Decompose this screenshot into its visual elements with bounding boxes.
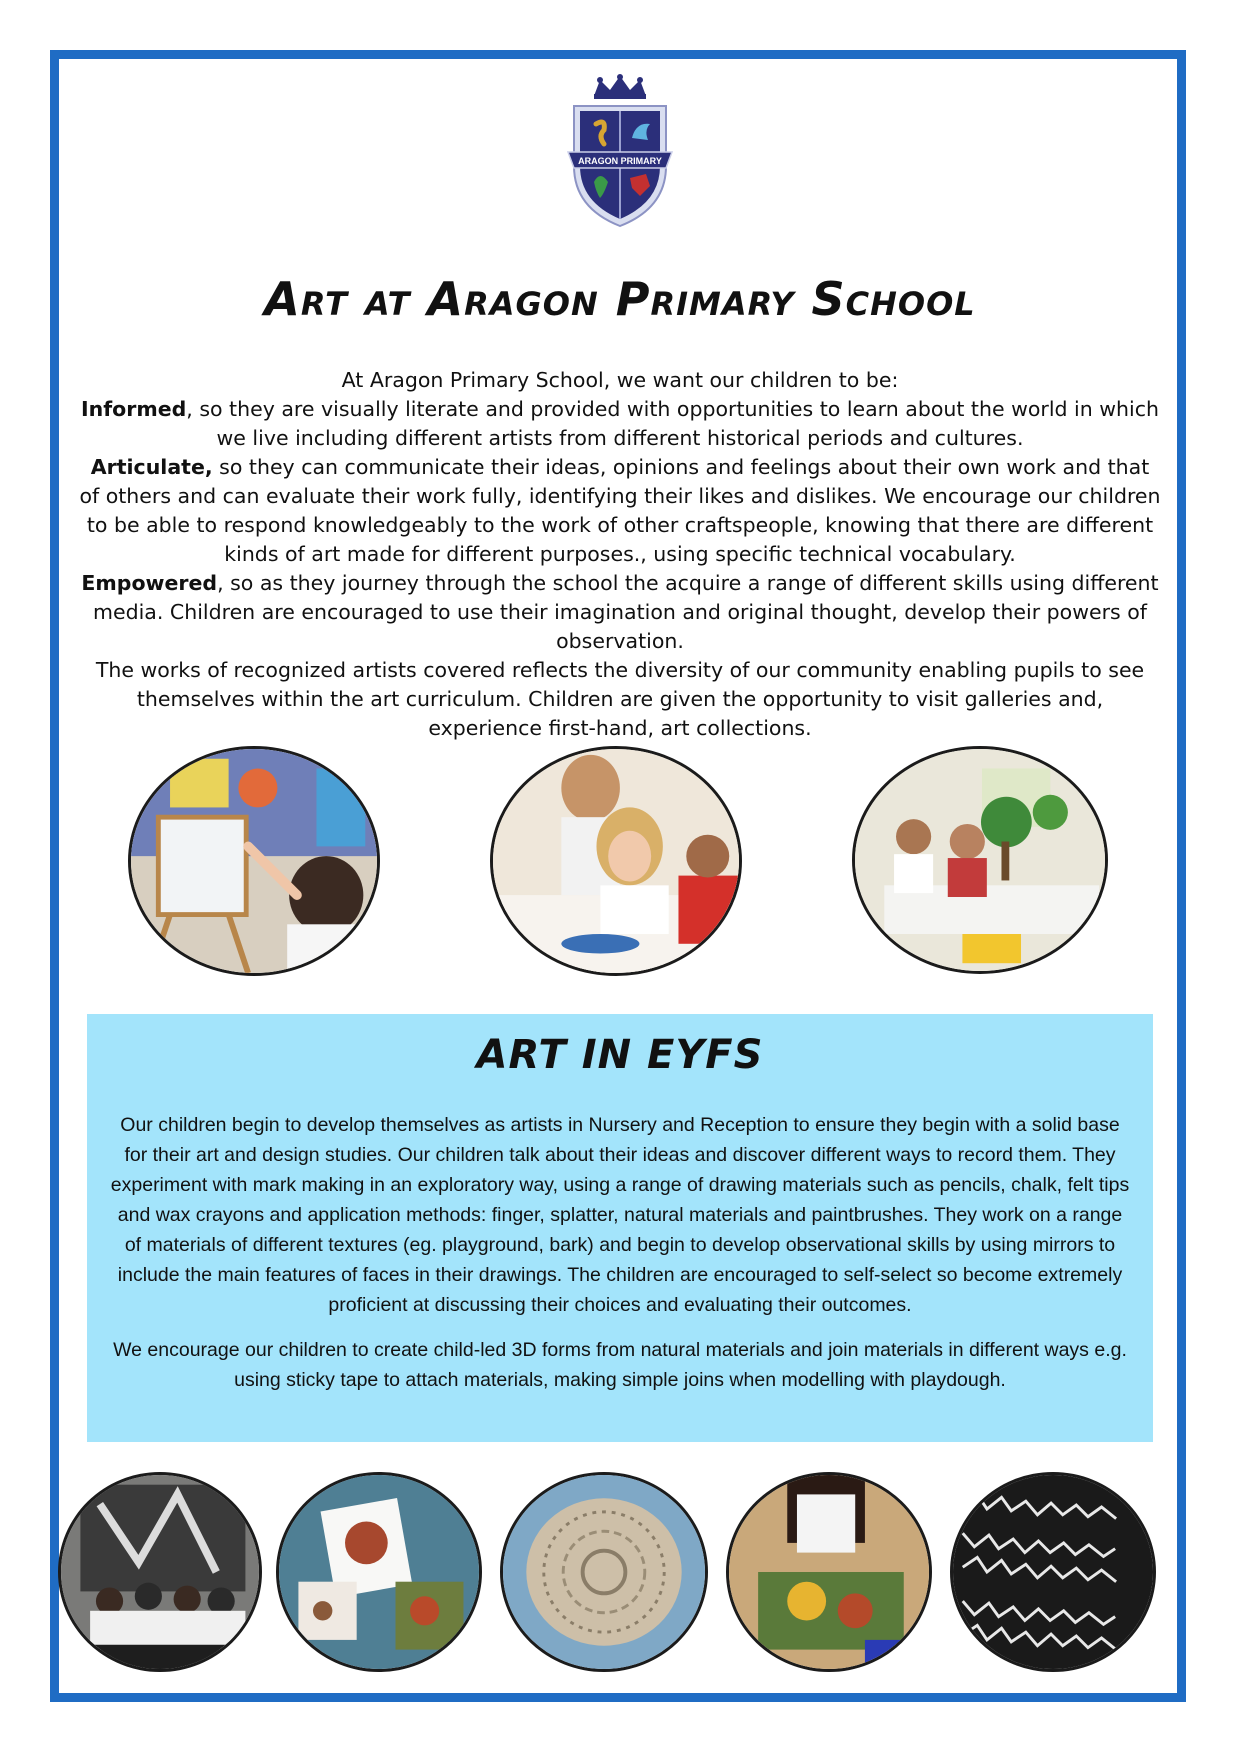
intro-lead: At Aragon Primary School, we want our children to be: [341, 368, 899, 392]
photo-clay-texture [500, 1472, 708, 1672]
intro-point-empowered [78, 569, 1162, 656]
intro-point-informed [78, 395, 1162, 453]
text-articulate: so they can communicate their ideas, opinions and feelings about their own work and that of others and can evaluate their work fully, identifying their likes and dislikes. We encourage our children to be able to respond knowledgeably to the work of other craftspeople, knowing that there are different kinds of art made for different purposes., using specific technical vocabulary. [79, 455, 1161, 566]
crown-icon [594, 74, 646, 99]
intro-closing: The works of recognized artists covered reflects the diversity of our community enabling pupils to see themselves within the art curriculum. Children are given the opportunity to visit galleries and, experience first-hand, art collections. [95, 658, 1145, 740]
school-crest-logo [560, 74, 680, 234]
eyfs-heading: ART IN EYFS [476, 1032, 764, 1078]
page-title: Art at Aragon Primary School [264, 272, 976, 326]
intro-point-articulate [78, 453, 1162, 569]
term-informed: Informed [81, 397, 187, 421]
intro-text [78, 366, 1162, 743]
eyfs-section [87, 1014, 1153, 1442]
eyfs-paragraph-2: We encourage our children to create child-led 3D forms from natural materials and join materials in different ways e.g. using sticky tape to attach materials, making simple joins when modelling with playdough. [113, 1339, 1127, 1391]
term-articulate: Articulate, [90, 455, 213, 479]
text-empowered: , so as they journey through the school the acquire a range of different skills using different media. Children are encouraged to use their imagination and original thought, develop their powers of observation. [93, 571, 1159, 653]
photo-classroom-group [852, 746, 1108, 974]
photo-gallery-visit [58, 1472, 262, 1672]
term-empowered: Empowered [81, 571, 218, 595]
photo-black-white-artwork [950, 1472, 1156, 1672]
photo-nature-collage [276, 1472, 482, 1672]
photo-pupils-at-table [490, 746, 742, 976]
text-informed: , so they are visually literate and provided with opportunities to learn about the world in which we live including different artists from different historical periods and cultures. [186, 397, 1159, 450]
crest-banner-text: ARAGON PRIMARY [578, 156, 662, 166]
photo-child-painting-easel [128, 746, 380, 976]
eyfs-body [109, 1110, 1131, 1410]
eyfs-paragraph-1: Our children begin to develop themselves as artists in Nursery and Reception to ensure they begin with a solid base for their art and design studies. Our children talk about their ideas and discover different ways to record them. They experiment with mark making in an exploratory way, using a range of drawing materials such as pencils, chalk, felt tips and wax crayons and application methods: finger, splatter, natural materials and paintbrushes. They work on a range of materials of different textures (eg. playground, bark) and begin to develop observational skills by using mirrors to include the main features of faces in their drawings. The children are encouraged to self-select so become extremely proficient at discussing their choices and evaluating their outcomes. [110, 1114, 1130, 1316]
photo-painting-activity [726, 1472, 932, 1672]
